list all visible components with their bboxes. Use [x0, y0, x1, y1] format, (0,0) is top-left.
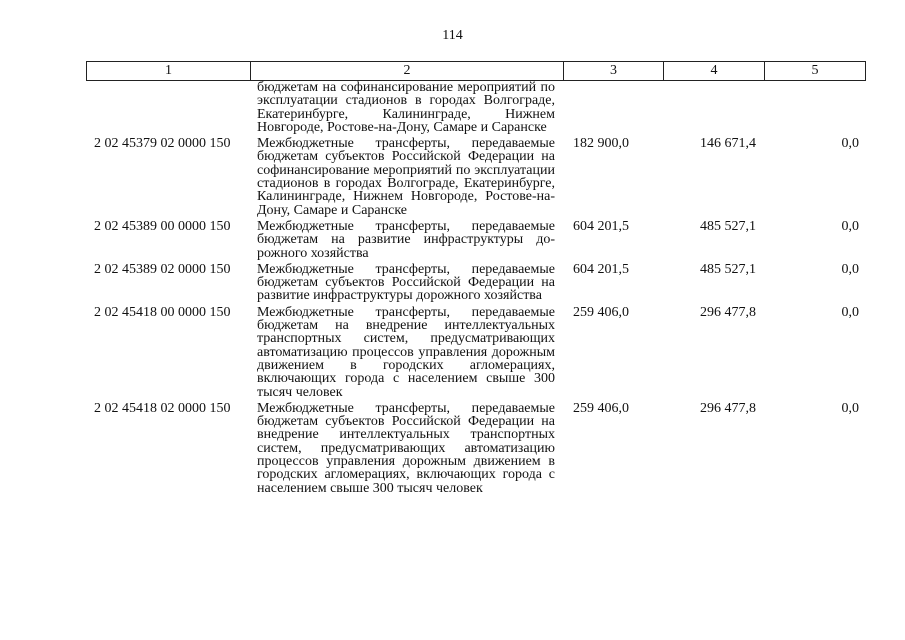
row-value-col4: 485 527,1: [700, 261, 756, 277]
row-value-col4: [663, 81, 764, 134]
column-header-2: 2: [251, 62, 564, 81]
row-value-col5: [764, 81, 865, 134]
row-value-col5: 0,0: [841, 261, 859, 277]
column-header-4: 4: [664, 62, 765, 81]
row-value-col4: 296 477,8: [700, 304, 756, 320]
row-description: Межбюджетные трансферты, передаваемые бюджетам субъектов Российской Федерации на развитие инфраструктуры дорожного хозяйства: [257, 261, 555, 304]
table-row: [86, 306, 865, 399]
row-code: 2 02 45389 02 0000 150: [94, 261, 231, 277]
row-code: 2 02 45418 00 0000 150: [94, 304, 231, 320]
column-header-5: 5: [765, 62, 866, 81]
column-header-1: 1: [87, 62, 251, 81]
table-row: [86, 402, 865, 495]
column-header-row: [87, 62, 866, 81]
budget-table-body: [86, 81, 865, 495]
row-description: Межбюджетные трансферты, передаваемые бюджетам на развитие инфраструктуры дорожного хозяйства: [257, 218, 555, 261]
row-description: Межбюджетные трансферты, передаваемые бюджетам на внедрение интеллектуальных транспортных систем, предусматривающих автоматизацию процессов управления дорожным движением в городских агломерациях, включающих города с населением свыше 300 тысяч человек: [257, 304, 555, 400]
row-value-col3: 182 900,0: [573, 136, 629, 152]
row-value-col5: 0,0: [841, 400, 859, 416]
row-value-col3: 604 201,5: [573, 261, 629, 277]
row-value-col4: 146 671,4: [700, 136, 756, 152]
row-value-col5: 0,0: [841, 136, 859, 152]
column-header-table: [86, 61, 866, 81]
row-value-col3: 604 201,5: [573, 218, 629, 234]
row-value-col5: 0,0: [841, 218, 859, 234]
page-number: 114: [442, 28, 463, 43]
row-value-col4: 485 527,1: [700, 218, 756, 234]
row-description: Межбюджетные трансферты, передаваемые бюджетам субъектов Российской Федерации на внедрение интеллектуальных транспортных систем, предусматривающих автоматизацию процессов управления дорожным движением в городских агломерациях, включающих города с населением свыше 300 тысяч человек: [257, 400, 555, 496]
table-row: [86, 137, 865, 217]
row-description: Межбюджетные трансферты, передаваемые бюджетам субъектов Российской Федерации на софинансирование мероприятий по эксплуатации стадионов в городах Волгограде, Екатеринбурге, Калининграде, Нижнем Новгороде, Ростове-на-Дону, Самаре и Саранске: [257, 136, 555, 218]
row-value-col4: 296 477,8: [700, 400, 756, 416]
row-code: 2 02 45418 02 0000 150: [94, 400, 231, 416]
table-row: [86, 220, 865, 260]
column-header-3: 3: [564, 62, 664, 81]
row-value-col3: [563, 81, 663, 134]
row-code: [86, 81, 250, 134]
row-code: 2 02 45389 00 0000 150: [94, 218, 231, 234]
row-description: бюджетам на софинансирование мероприятий по эксплуатации стадионов в городах Волгограде, Екатеринбурге, Калининграде, Нижнем Новгороде, Ростове-на-Дону, Самаре и Саранске: [257, 80, 555, 135]
row-value-col3: 259 406,0: [573, 304, 629, 320]
row-value-col5: 0,0: [841, 304, 859, 320]
row-code: 2 02 45379 02 0000 150: [94, 136, 231, 152]
table-row: [86, 81, 865, 134]
table-row: [86, 263, 865, 303]
row-value-col3: 259 406,0: [573, 400, 629, 416]
